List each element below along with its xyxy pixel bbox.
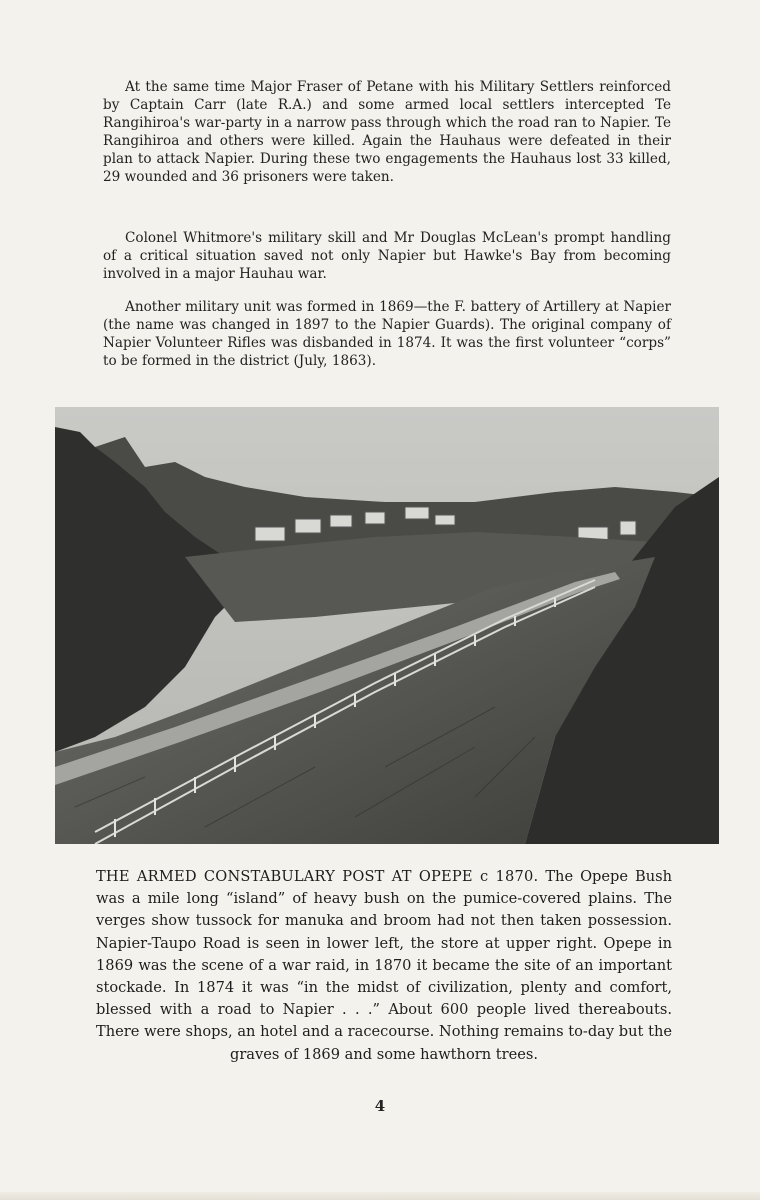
photo-caption (96, 866, 672, 1066)
caption-heading: THE ARMED CONSTABULARY POST AT OPEPE c 1870. (96, 868, 539, 885)
paragraph-fraser (103, 78, 671, 186)
paragraph-text: Another military unit was formed in 1869—the F. battery of Artillery at Napier (the name was changed in 1897 to the Napier Guards). The original company of Napier Volunteer Rifles was disbanded in 1874. It was the first volunteer “corps” to be formed in the district (July, 1863). (103, 299, 671, 369)
paragraph-text: At the same time Major Fraser of Petane with his Military Settlers reinforced by Captain Carr (late R.A.) and some armed local settlers intercepted Te Rangihiroa's war-party in a narrow pass through which the road ran to Napier. Te Rangihiroa and others were killed. Again the Hauhaus were defeated in their plan to attack Napier. During these two engagements the Hauhaus lost 33 killed, 29 wounded and 36 prisoners were taken. (103, 79, 671, 185)
page-number: 4 (374, 1097, 386, 1115)
paragraph-artillery (103, 298, 671, 370)
opepe-photograph (55, 407, 719, 844)
page-edge (0, 1192, 760, 1200)
paragraph-text: Colonel Whitmore's military skill and Mr Douglas McLean's prompt handling of a critical situation saved not only Napier but Hawke's Bay from becoming involved in a major Hauhau war. (103, 230, 671, 282)
caption-body: The Opepe Bush was a mile long “island” of heavy bush on the pumice-covered plains. The verges show tussock for manuka and broom had not then taken possession. Napier-Taupo Road is seen in lower left, the store at upper right. Opepe in 1869 was the scene of a war raid, in 1870 it became the site of an important stockade. In 1874 it was “in the midst of civilization, plenty and comfort, blessed with a road to Napier . . .” About 600 people lived thereabouts. There were shops, an hotel and a racecourse. Nothing remains to-day but the graves of 1869 and some hawthorn trees. (96, 868, 672, 1063)
paragraph-whitmore (103, 229, 671, 283)
